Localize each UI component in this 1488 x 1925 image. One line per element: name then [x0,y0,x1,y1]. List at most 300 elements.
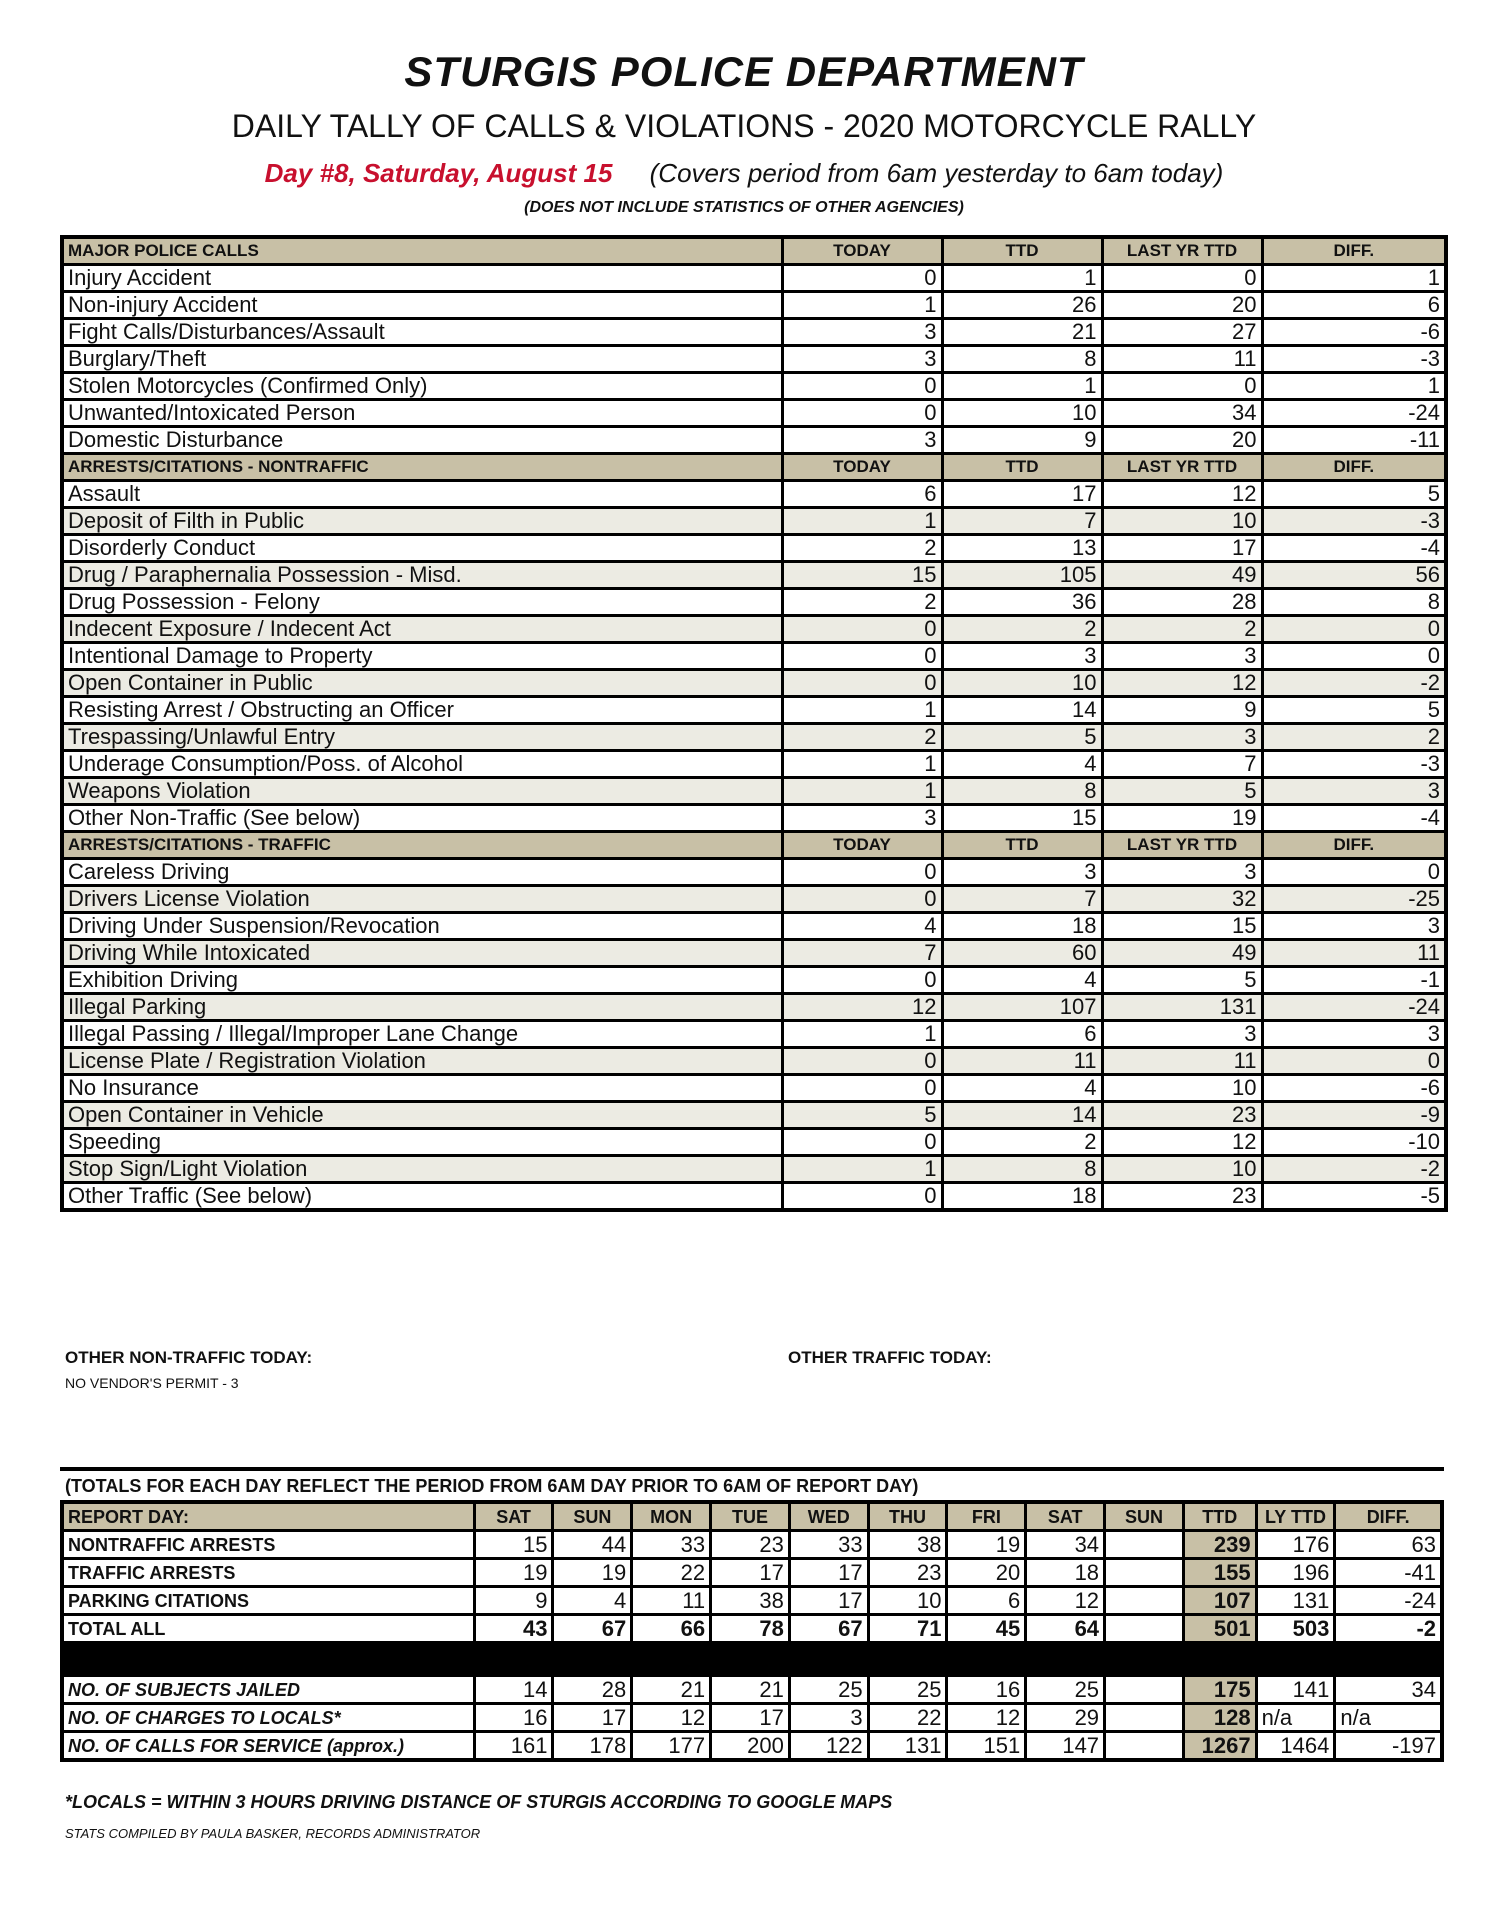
diff-value: -25 [1262,886,1446,913]
table-row [62,1102,1446,1129]
table-row [62,427,1446,454]
day-value: 33 [789,1531,868,1559]
day-value: 25 [868,1676,947,1704]
day-value: 16 [947,1676,1026,1704]
row-label: Drivers License Violation [62,886,782,913]
day-value: 23 [711,1531,790,1559]
today-value: 3 [782,427,942,454]
day-value: 45 [947,1615,1026,1643]
row-label: Underage Consumption/Poss. of Alcohol [62,751,782,778]
page-title: STURGIS POLICE DEPARTMENT [404,48,1084,95]
ttd-value: 6 [942,1021,1102,1048]
summary-header [62,1502,1442,1531]
diff-value: 6 [1262,292,1446,319]
agencies-note: (DOES NOT INCLUDE STATISTICS OF OTHER AGENCIES) [524,199,964,216]
table-row [62,1183,1446,1211]
day-value: 122 [789,1732,868,1761]
report-day-label: REPORT DAY: [62,1502,474,1531]
day-value: 14 [474,1676,553,1704]
day-value: 20 [947,1559,1026,1587]
row-label: Intentional Damage to Property [62,643,782,670]
other-nontraffic-text: NO VENDOR'S PERMIT - 3 [65,1375,239,1391]
column-header: TTD [942,454,1102,481]
day-value: 10 [868,1587,947,1615]
last-year-ttd-value: 27 [1102,319,1262,346]
last-year-ttd-value: 17 [1102,535,1262,562]
section-header [62,237,1446,265]
row-label: No Insurance [62,1075,782,1102]
row-label: Stop Sign/Light Violation [62,1156,782,1183]
row-label: Resisting Arrest / Obstructing an Officer [62,697,782,724]
diff-value: 11 [1262,940,1446,967]
day-value: 147 [1026,1732,1105,1761]
table-row [62,562,1446,589]
ttd-value: 4 [942,967,1102,994]
row-label: Disorderly Conduct [62,535,782,562]
diff-value: 5 [1262,697,1446,724]
diff-value: -3 [1262,508,1446,535]
day-value [1105,1531,1184,1559]
totals-note: (TOTALS FOR EACH DAY REFLECT THE PERIOD FROM 6AM DAY PRIOR TO 6AM OF REPORT DAY) [65,1476,919,1496]
column-header: LAST YR TTD [1102,832,1262,859]
last-year-ttd-value: 10 [1102,508,1262,535]
ttd-value: 4 [942,751,1102,778]
diff-value: -11 [1262,427,1446,454]
today-value: 1 [782,751,942,778]
day-value: 12 [947,1704,1026,1732]
day-value: 17 [789,1559,868,1587]
diff-value: -3 [1262,751,1446,778]
column-header: TODAY [782,832,942,859]
day-column-header: THU [868,1502,947,1531]
today-value: 1 [782,697,942,724]
ttd-value: 8 [942,778,1102,805]
column-header: TTD [942,237,1102,265]
diff-total: -197 [1335,1732,1442,1761]
table-row [62,697,1446,724]
table-row [62,400,1446,427]
diff-value: -6 [1262,1075,1446,1102]
column-header: DIFF. [1262,832,1446,859]
today-value: 0 [782,859,942,886]
day-column-header: MON [632,1502,711,1531]
other-traffic-title: OTHER TRAFFIC TODAY: [788,1348,992,1367]
day-value: 67 [789,1615,868,1643]
day-value: 17 [789,1587,868,1615]
day-column-header: TUE [711,1502,790,1531]
day-value: 33 [632,1531,711,1559]
today-value: 0 [782,670,942,697]
day-value: 67 [553,1615,632,1643]
row-label: Burglary/Theft [62,346,782,373]
day-value: 78 [711,1615,790,1643]
row-label: Illegal Parking [62,994,782,1021]
last-year-ttd-value: 0 [1102,265,1262,292]
diff-value: -3 [1262,346,1446,373]
last-year-ttd-value: 49 [1102,562,1262,589]
last-year-ttd-value: 10 [1102,1156,1262,1183]
table-row [62,994,1446,1021]
ttd-value: 105 [942,562,1102,589]
last-year-ttd-value: 11 [1102,346,1262,373]
column-header: LAST YR TTD [1102,237,1262,265]
ttd-total: 107 [1183,1587,1256,1615]
last-year-ttd: 503 [1256,1615,1335,1643]
row-label: Other Non-Traffic (See below) [62,805,782,832]
ttd-value: 13 [942,535,1102,562]
today-value: 0 [782,967,942,994]
last-year-ttd-value: 0 [1102,373,1262,400]
diff-value: -5 [1262,1183,1446,1211]
table-row [62,886,1446,913]
day-value [1105,1615,1184,1643]
diff-total: 63 [1335,1531,1442,1559]
today-value: 2 [782,589,942,616]
table-row [62,589,1446,616]
last-year-ttd-value: 7 [1102,751,1262,778]
today-value: 3 [782,805,942,832]
ttd-value: 60 [942,940,1102,967]
day-value: 131 [868,1732,947,1761]
table-row [62,319,1446,346]
today-value: 0 [782,400,942,427]
column-header: TTD [942,832,1102,859]
row-label: Open Container in Vehicle [62,1102,782,1129]
page-subtitle: DAILY TALLY OF CALLS & VIOLATIONS - 2020 MOTORCYCLE RALLY [231,108,1257,144]
today-value: 0 [782,1129,942,1156]
separator-cell [62,1643,1442,1676]
today-value: 12 [782,994,942,1021]
row-label: Stolen Motorcycles (Confirmed Only) [62,373,782,400]
day-column-header: SAT [474,1502,553,1531]
summary-row [62,1531,1442,1559]
last-year-ttd-value: 12 [1102,1129,1262,1156]
row-label: Indecent Exposure / Indecent Act [62,616,782,643]
day-value: 38 [711,1587,790,1615]
row-label: Fight Calls/Disturbances/Assault [62,319,782,346]
diff-value: 0 [1262,616,1446,643]
table-row [62,1048,1446,1075]
today-value: 0 [782,1048,942,1075]
row-label: Drug / Paraphernalia Possession - Misd. [62,562,782,589]
day-value: 12 [1026,1587,1105,1615]
last-year-ttd-value: 12 [1102,481,1262,508]
day-column-header: WED [789,1502,868,1531]
section-header [62,454,1446,481]
diff-value: 1 [1262,265,1446,292]
day-value: 21 [711,1676,790,1704]
day-value: 200 [711,1732,790,1761]
last-year-ttd-value: 20 [1102,427,1262,454]
diff-value: -24 [1262,994,1446,1021]
compiled-by: STATS COMPILED BY PAULA BASKER, RECORDS ADMINISTRATOR [65,1826,481,1841]
today-value: 1 [782,778,942,805]
last-year-ttd: 1464 [1256,1732,1335,1761]
today-value: 1 [782,1156,942,1183]
today-value: 0 [782,616,942,643]
day-value: 6 [947,1587,1026,1615]
locals-footnote: *LOCALS = WITHIN 3 HOURS DRIVING DISTANCE OF STURGIS ACCORDING TO GOOGLE MAPS [65,1792,893,1812]
day-value: 12 [632,1704,711,1732]
last-year-ttd: 141 [1256,1676,1335,1704]
table-row [62,265,1446,292]
day-value: 177 [632,1732,711,1761]
last-year-ttd-value: 131 [1102,994,1262,1021]
row-label: License Plate / Registration Violation [62,1048,782,1075]
day-value: 66 [632,1615,711,1643]
day-value: 17 [711,1704,790,1732]
ttd-value: 11 [942,1048,1102,1075]
row-label: Weapons Violation [62,778,782,805]
ttd-value: 3 [942,859,1102,886]
today-value: 7 [782,940,942,967]
day-value: 3 [789,1704,868,1732]
day-value: 16 [474,1704,553,1732]
diff-value: -2 [1262,670,1446,697]
ttd-value: 14 [942,697,1102,724]
ttd-total: 175 [1183,1676,1256,1704]
day-value: 71 [868,1615,947,1643]
last-year-ttd-value: 10 [1102,1075,1262,1102]
summary-row-label: PARKING CITATIONS [62,1587,474,1615]
ttd-value: 8 [942,1156,1102,1183]
section-title: ARRESTS/CITATIONS - NONTRAFFIC [62,454,782,481]
row-label: Drug Possession - Felony [62,589,782,616]
summary-row [62,1587,1442,1615]
ttd-value: 5 [942,724,1102,751]
today-value: 2 [782,724,942,751]
table-row [62,859,1446,886]
summary-row-label: NO. OF CHARGES TO LOCALS* [62,1704,474,1732]
row-label: Injury Accident [62,265,782,292]
table-row [62,535,1446,562]
day-value: 178 [553,1732,632,1761]
last-year-ttd-value: 3 [1102,724,1262,751]
day-column-header: FRI [947,1502,1026,1531]
day-value: 19 [947,1531,1026,1559]
last-year-ttd-value: 3 [1102,643,1262,670]
black-separator-row [62,1643,1442,1676]
day-value [1105,1587,1184,1615]
ttd-value: 4 [942,1075,1102,1102]
today-value: 15 [782,562,942,589]
day-value: 22 [632,1559,711,1587]
row-label: Unwanted/Intoxicated Person [62,400,782,427]
ttd-value: 2 [942,1129,1102,1156]
summary-row-label: NO. OF CALLS FOR SERVICE (approx.) [62,1732,474,1761]
table-row [62,670,1446,697]
ttd-total: 239 [1183,1531,1256,1559]
last-year-ttd-value: 3 [1102,859,1262,886]
diff-value: 0 [1262,1048,1446,1075]
table-row [62,913,1446,940]
diff-value: -1 [1262,967,1446,994]
ttd-value: 15 [942,805,1102,832]
today-value: 3 [782,319,942,346]
diff-total: 34 [1335,1676,1442,1704]
today-value: 3 [782,346,942,373]
report-day: Day #8, Saturday, August 15 [264,158,613,188]
diff-value: -9 [1262,1102,1446,1129]
last-year-ttd-value: 49 [1102,940,1262,967]
day-column-header: LY TTD [1256,1502,1335,1531]
day-value: 38 [868,1531,947,1559]
report-period: (Covers period from 6am yesterday to 6am today) [649,158,1224,188]
table-row [62,1129,1446,1156]
ttd-total: 128 [1183,1704,1256,1732]
today-value: 5 [782,1102,942,1129]
diff-value: -2 [1262,1156,1446,1183]
summary-row [62,1676,1442,1704]
diff-value: 3 [1262,913,1446,940]
summary-row-label: TOTAL ALL [62,1615,474,1643]
day-value [1105,1676,1184,1704]
column-header: DIFF. [1262,454,1446,481]
ttd-value: 26 [942,292,1102,319]
ttd-total: 1267 [1183,1732,1256,1761]
day-value: 15 [474,1531,553,1559]
last-year-ttd-value: 34 [1102,400,1262,427]
ttd-total: 155 [1183,1559,1256,1587]
last-year-ttd-value: 23 [1102,1102,1262,1129]
diff-value: 3 [1262,778,1446,805]
diff-value: 1 [1262,373,1446,400]
row-label: Trespassing/Unlawful Entry [62,724,782,751]
last-year-ttd-value: 19 [1102,805,1262,832]
ttd-value: 10 [942,400,1102,427]
table-row [62,508,1446,535]
table-row [62,373,1446,400]
row-label: Other Traffic (See below) [62,1183,782,1211]
day-value: 23 [868,1559,947,1587]
last-year-ttd: n/a [1256,1704,1335,1732]
table-row [62,1156,1446,1183]
diff-total: n/a [1335,1704,1442,1732]
table-row [62,1075,1446,1102]
day-column-header: SUN [1105,1502,1184,1531]
today-value: 4 [782,913,942,940]
diff-value: -4 [1262,805,1446,832]
summary-row-label: NO. OF SUBJECTS JAILED [62,1676,474,1704]
table-row [62,643,1446,670]
day-line [0,158,1488,189]
diff-total: -24 [1335,1587,1442,1615]
day-value: 25 [1026,1676,1105,1704]
day-value: 19 [474,1559,553,1587]
diff-value: -10 [1262,1129,1446,1156]
day-value: 18 [1026,1559,1105,1587]
ttd-value: 107 [942,994,1102,1021]
diff-value: 2 [1262,724,1446,751]
ttd-value: 21 [942,319,1102,346]
table-row [62,481,1446,508]
day-value: 21 [632,1676,711,1704]
day-value: 17 [711,1559,790,1587]
today-value: 0 [782,1183,942,1211]
diff-value: 0 [1262,859,1446,886]
last-year-ttd-value: 12 [1102,670,1262,697]
today-value: 1 [782,1021,942,1048]
day-value: 22 [868,1704,947,1732]
today-value: 1 [782,508,942,535]
today-value: 0 [782,373,942,400]
ttd-value: 1 [942,373,1102,400]
day-value [1105,1732,1184,1761]
day-value: 28 [553,1676,632,1704]
summary-row [62,1559,1442,1587]
table-row [62,346,1446,373]
last-year-ttd-value: 32 [1102,886,1262,913]
row-label: Speeding [62,1129,782,1156]
row-label: Driving While Intoxicated [62,940,782,967]
table-row [62,805,1446,832]
diff-value: 5 [1262,481,1446,508]
day-column-header: TTD [1183,1502,1256,1531]
table-row [62,616,1446,643]
table-row [62,1021,1446,1048]
summary-row-label: NONTRAFFIC ARRESTS [62,1531,474,1559]
day-value: 151 [947,1732,1026,1761]
ttd-value: 2 [942,616,1102,643]
ttd-value: 18 [942,913,1102,940]
table-row [62,724,1446,751]
last-year-ttd-value: 9 [1102,697,1262,724]
ttd-value: 8 [942,346,1102,373]
today-value: 1 [782,292,942,319]
ttd-value: 14 [942,1102,1102,1129]
last-year-ttd: 196 [1256,1559,1335,1587]
day-column-header: DIFF. [1335,1502,1442,1531]
section-title: MAJOR POLICE CALLS [62,237,782,265]
row-label: Open Container in Public [62,670,782,697]
diff-value: -6 [1262,319,1446,346]
other-nontraffic-title: OTHER NON-TRAFFIC TODAY: [65,1348,313,1367]
ttd-value: 17 [942,481,1102,508]
ttd-value: 10 [942,670,1102,697]
diff-total: -2 [1335,1615,1442,1643]
column-header: TODAY [782,454,942,481]
row-label: Driving Under Suspension/Revocation [62,913,782,940]
row-label: Assault [62,481,782,508]
day-column-header: SUN [553,1502,632,1531]
last-year-ttd-value: 5 [1102,778,1262,805]
today-value: 0 [782,1075,942,1102]
table-row [62,940,1446,967]
last-year-ttd-value: 5 [1102,967,1262,994]
row-label: Careless Driving [62,859,782,886]
last-year-ttd: 176 [1256,1531,1335,1559]
diff-total: -41 [1335,1559,1442,1587]
today-value: 6 [782,481,942,508]
day-value: 44 [553,1531,632,1559]
last-year-ttd-value: 28 [1102,589,1262,616]
summary-row-label: TRAFFIC ARRESTS [62,1559,474,1587]
last-year-ttd-value: 15 [1102,913,1262,940]
today-value: 0 [782,886,942,913]
diff-value: -4 [1262,535,1446,562]
section-title: ARRESTS/CITATIONS - TRAFFIC [62,832,782,859]
last-year-ttd-value: 11 [1102,1048,1262,1075]
day-value: 11 [632,1587,711,1615]
diff-value: 56 [1262,562,1446,589]
day-value: 9 [474,1587,553,1615]
table-row [62,751,1446,778]
column-header: LAST YR TTD [1102,454,1262,481]
last-year-ttd-value: 3 [1102,1021,1262,1048]
table-row [62,778,1446,805]
row-label: Domestic Disturbance [62,427,782,454]
diff-value: 8 [1262,589,1446,616]
